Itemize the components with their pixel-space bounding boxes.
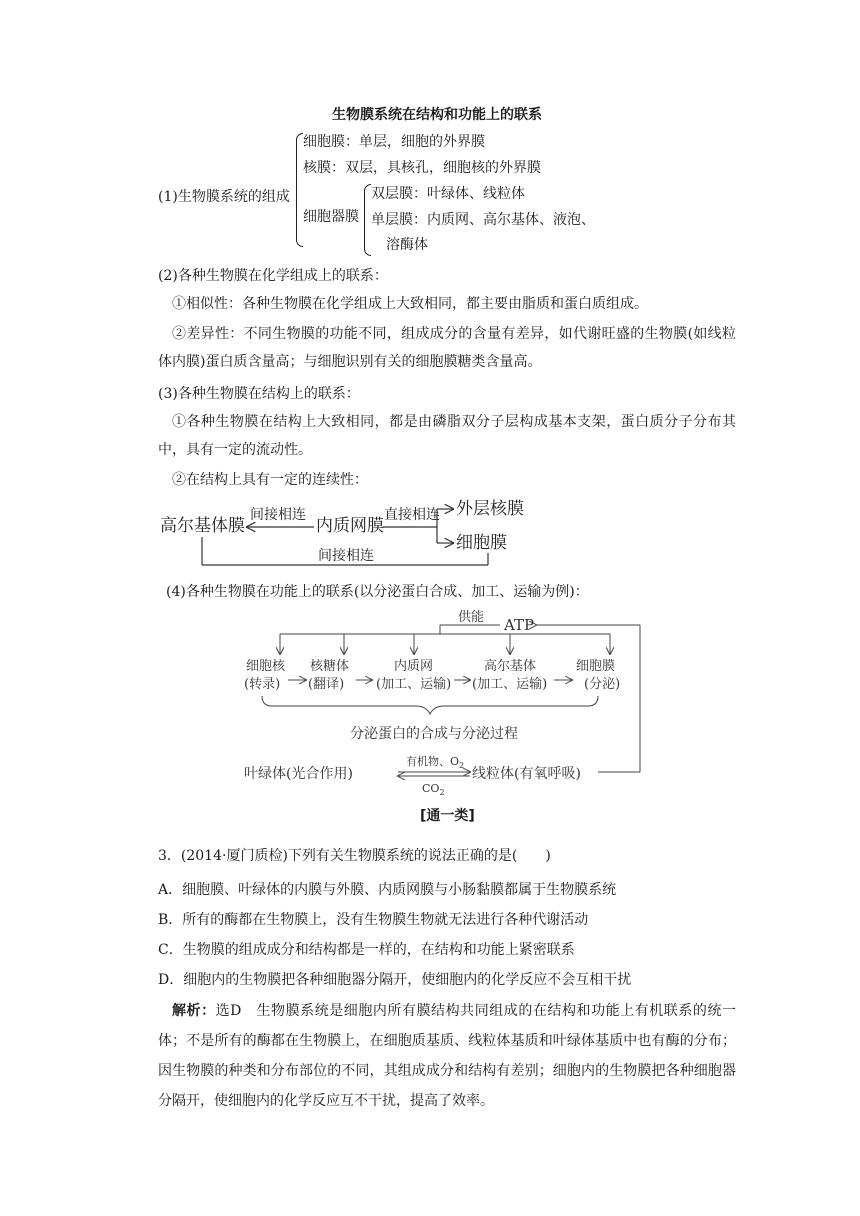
node-er: 内质网 bbox=[394, 659, 434, 674]
single-layer-item: 单层膜：内质网、高尔基体、液泡、 bbox=[371, 212, 595, 228]
structure-heading: (3)各种生物膜在结构上的联系： bbox=[158, 386, 360, 402]
option-c: C．生物膜的组成成分和结构都是一样的，在结构和功能上紧密联系 bbox=[158, 942, 575, 958]
golgi-node: 高尔基体膜 bbox=[160, 516, 245, 536]
secretion-diagram bbox=[240, 610, 650, 797]
process-caption: 分泌蛋白的合成与分泌过程 bbox=[350, 726, 518, 742]
analysis bbox=[158, 996, 736, 1116]
chemical-similarity: ①相似性：各种生物膜在化学组成上大致相同，都主要由脂质和蛋白质组成。 bbox=[172, 296, 648, 312]
indirect-bottom-label: 间接相连 bbox=[318, 548, 374, 564]
option-a: A．细胞膜、叶绿体的内膜与外膜、内质网膜与小肠黏膜都属于生物膜系统 bbox=[158, 882, 617, 898]
co2-label: $CO_2$ bbox=[422, 782, 445, 797]
er-node: 内质网膜 bbox=[316, 516, 384, 536]
mitochondria-node: 线粒体(有氧呼吸) bbox=[472, 766, 581, 782]
supply-label: 供能 bbox=[458, 610, 485, 625]
function-heading: (4)各种生物膜在功能上的联系(以分泌蛋白合成、加工、运输为例)： bbox=[166, 584, 589, 600]
chemical-heading: (2)各种生物膜在化学组成上的联系： bbox=[158, 268, 388, 284]
indirect-label: 间接相连 bbox=[250, 507, 306, 523]
organic-o2-label: 有机物、$O_2$ bbox=[406, 755, 465, 770]
atp-node: ATP bbox=[504, 616, 535, 634]
question-stem: 3．(2014·厦门质检)下列有关生物膜系统的说法正确的是( ) bbox=[158, 848, 551, 864]
single-layer-cont: 溶酶体 bbox=[386, 237, 428, 253]
nuclear-membrane-item: 核膜：双层，具核孔，细胞核的外界膜 bbox=[303, 160, 541, 176]
analysis-text: 选D 生物膜系统是细胞内所有膜结构共同组成的在结构和功能上有机联系的统一体；不是所有的酶都在生物膜上，在细胞质基质、线粒体基质和叶绿体基质中也有酶的分布；因生物膜的种类和分布部位的不同，其组成成分和结构有差别；细胞内的生物膜把各种细胞器分隔开，使细胞内的化学反应互不干扰，提高了效率。 bbox=[158, 1003, 736, 1109]
composition-brace bbox=[296, 133, 303, 247]
structure-point2: ②在结构上具有一定的连续性： bbox=[172, 472, 368, 488]
double-layer-item: 双层膜：叶绿体、线粒体 bbox=[371, 186, 525, 202]
page-title: 生物膜系统在结构和功能上的联系 bbox=[332, 107, 542, 123]
node-golgi-sub: (加工、运输) bbox=[472, 677, 548, 692]
option-d: D．细胞内的生物膜把各种细胞器分隔开，使细胞内的化学反应不会互相干扰 bbox=[158, 972, 632, 988]
node-ribosome: 核糖体 bbox=[310, 659, 350, 674]
chloroplast-node: 叶绿体(光合作用) bbox=[244, 766, 353, 782]
node-nucleus: 细胞核 bbox=[246, 659, 286, 674]
node-cell-membrane-sub: (分泌) bbox=[584, 677, 621, 692]
node-cell-membrane: 细胞膜 bbox=[576, 659, 616, 674]
option-b: B．所有的酶都在生物膜上，没有生物膜生物就无法进行各种代谢活动 bbox=[158, 912, 589, 928]
outer-nuclear-node: 外层核膜 bbox=[456, 499, 524, 519]
direct-label: 直接相连 bbox=[384, 507, 440, 523]
cell-membrane-item: 细胞膜：单层，细胞的外界膜 bbox=[303, 134, 485, 150]
organelle-brace bbox=[364, 184, 371, 256]
organelle-membrane-item: 细胞器膜 bbox=[303, 209, 359, 225]
cell-membrane-node: 细胞膜 bbox=[456, 533, 507, 553]
node-nucleus-sub: (转录) bbox=[244, 677, 281, 692]
chemical-difference: ②差异性：不同生物膜的功能不同，组成成分的含量有差异，如代谢旺盛的生物膜(如线粒体内膜)蛋白质含量高；与细胞识别有关的细胞膜糖类含量高。 bbox=[158, 326, 736, 370]
node-er-sub: (加工、运输) bbox=[376, 677, 452, 692]
composition-label: (1)生物膜系统的组成 bbox=[158, 189, 290, 205]
node-golgi: 高尔基体 bbox=[484, 659, 537, 674]
node-ribosome-sub: (翻译) bbox=[308, 677, 345, 692]
structure-point1: ①各种生物膜在结构上大致相同，都是由磷脂双分子层构成基本支架，蛋白质分子分布其中，具有一定的流动性。 bbox=[158, 414, 736, 458]
analysis-label: 解析： bbox=[172, 1003, 216, 1019]
continuity-diagram bbox=[150, 495, 540, 575]
section-tag: [通一类] bbox=[420, 808, 475, 824]
